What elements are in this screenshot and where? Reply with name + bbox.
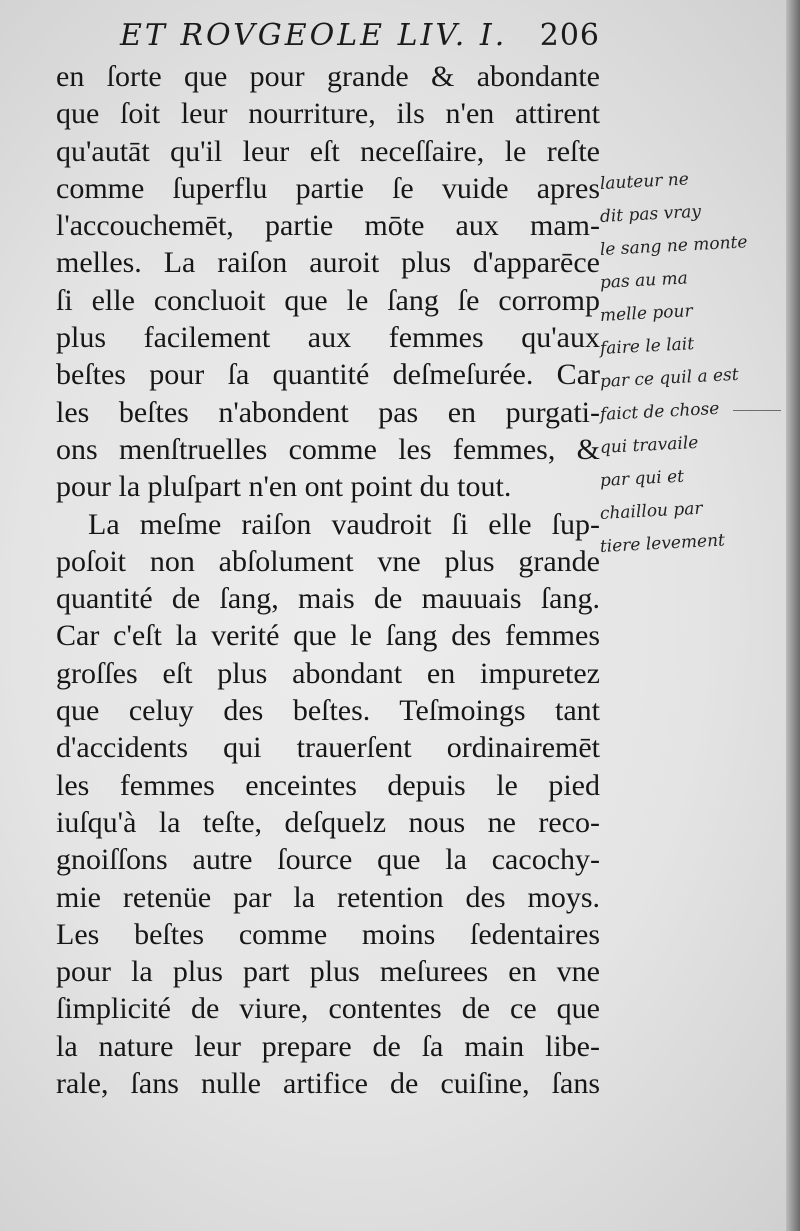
text-line: gnoiſſons autre ſource que la cacochy-: [56, 843, 600, 877]
text-line: groſſes eſt plus abondant en impuretez: [56, 656, 600, 690]
body-text: [56, 58, 600, 1102]
text-line: pour la pluſpart n'en ont point du tout.: [56, 470, 512, 504]
text-line: d'accidents qui trauerſent ordinairemēt: [56, 731, 600, 765]
text-line: rale, ſans nulle artifice de cuiſine, ſans: [56, 1067, 600, 1101]
text-line: Car c'eſt la verité que le ſang des femmes: [56, 619, 600, 653]
text-line: melles. La raiſon auroit plus d'apparēce: [56, 246, 600, 280]
note-line: qui travaile: [599, 432, 699, 458]
handwritten-margin-note: [600, 168, 770, 564]
text-line: ſi elle concluoit que le ſang ſe corromp: [56, 283, 600, 317]
text-line: que celuy des beſtes. Teſmoings tant: [56, 694, 600, 728]
note-line: pas au ma: [599, 268, 689, 293]
text-line: les femmes enceintes depuis le pied: [56, 768, 600, 802]
text-line: mie retenüe par la retention des moys.: [56, 880, 600, 914]
running-header: [120, 18, 600, 58]
margin-pen-stroke: [733, 410, 781, 411]
text-line: les beſtes n'abondent pas en purgati-: [56, 395, 600, 429]
note-line: tiere levement: [599, 530, 726, 557]
text-line: plus facilement aux femmes qu'aux: [56, 321, 600, 355]
text-line: ons menſtruelles comme les femmes, &: [56, 432, 600, 466]
note-line: faict de chose: [599, 398, 720, 425]
running-title: ET ROVGEOLE LIV. I.: [120, 18, 508, 53]
text-line: pour la plus part plus meſurees en vne: [56, 955, 600, 989]
note-line: faire le lait: [599, 334, 695, 359]
text-line: beſtes pour ſa quantité deſmeſurée. Car: [56, 358, 600, 392]
text-line: quantité de ſang, mais de mauuais ſang.: [56, 582, 600, 616]
text-line: Les beſtes comme moins ſedentaires: [56, 917, 600, 951]
note-line: le sang ne monte: [599, 232, 748, 260]
text-line: en ſorte que pour grande & abondante: [56, 60, 600, 93]
text-line: la nature leur prepare de ſa main libe-: [56, 1029, 600, 1063]
text-line: poſoit non abſolument vne plus grande: [56, 544, 600, 578]
note-line: dit pas vray: [599, 201, 702, 227]
paragraph-first-line: La meſme raiſon vaudroit ſi elle ſup-: [88, 507, 600, 541]
text-line: qu'autāt qu'il leur eſt neceſſaire, le reſte: [56, 134, 600, 168]
text-line: que ſoit leur nourriture, ils n'en attirent: [56, 97, 600, 131]
note-line: chaillou par: [599, 498, 704, 524]
text-line: iuſqu'à la teſte, deſquelz nous ne reco-: [56, 805, 600, 839]
note-line: lauteur ne: [599, 169, 690, 194]
text-line: l'accouchemēt, partie mōte aux mam-: [56, 209, 600, 243]
page-number: 206: [539, 18, 600, 53]
note-line: melle pour: [599, 301, 694, 326]
text-line: comme ſuperflu partie ſe vuide apres: [56, 171, 600, 205]
page-edge-shadow: [786, 0, 800, 1231]
note-line: par ce quil a est: [599, 364, 740, 392]
text-line: ſimplicité de viure, contentes de ce que: [56, 992, 600, 1026]
note-line: par qui et: [599, 466, 685, 491]
